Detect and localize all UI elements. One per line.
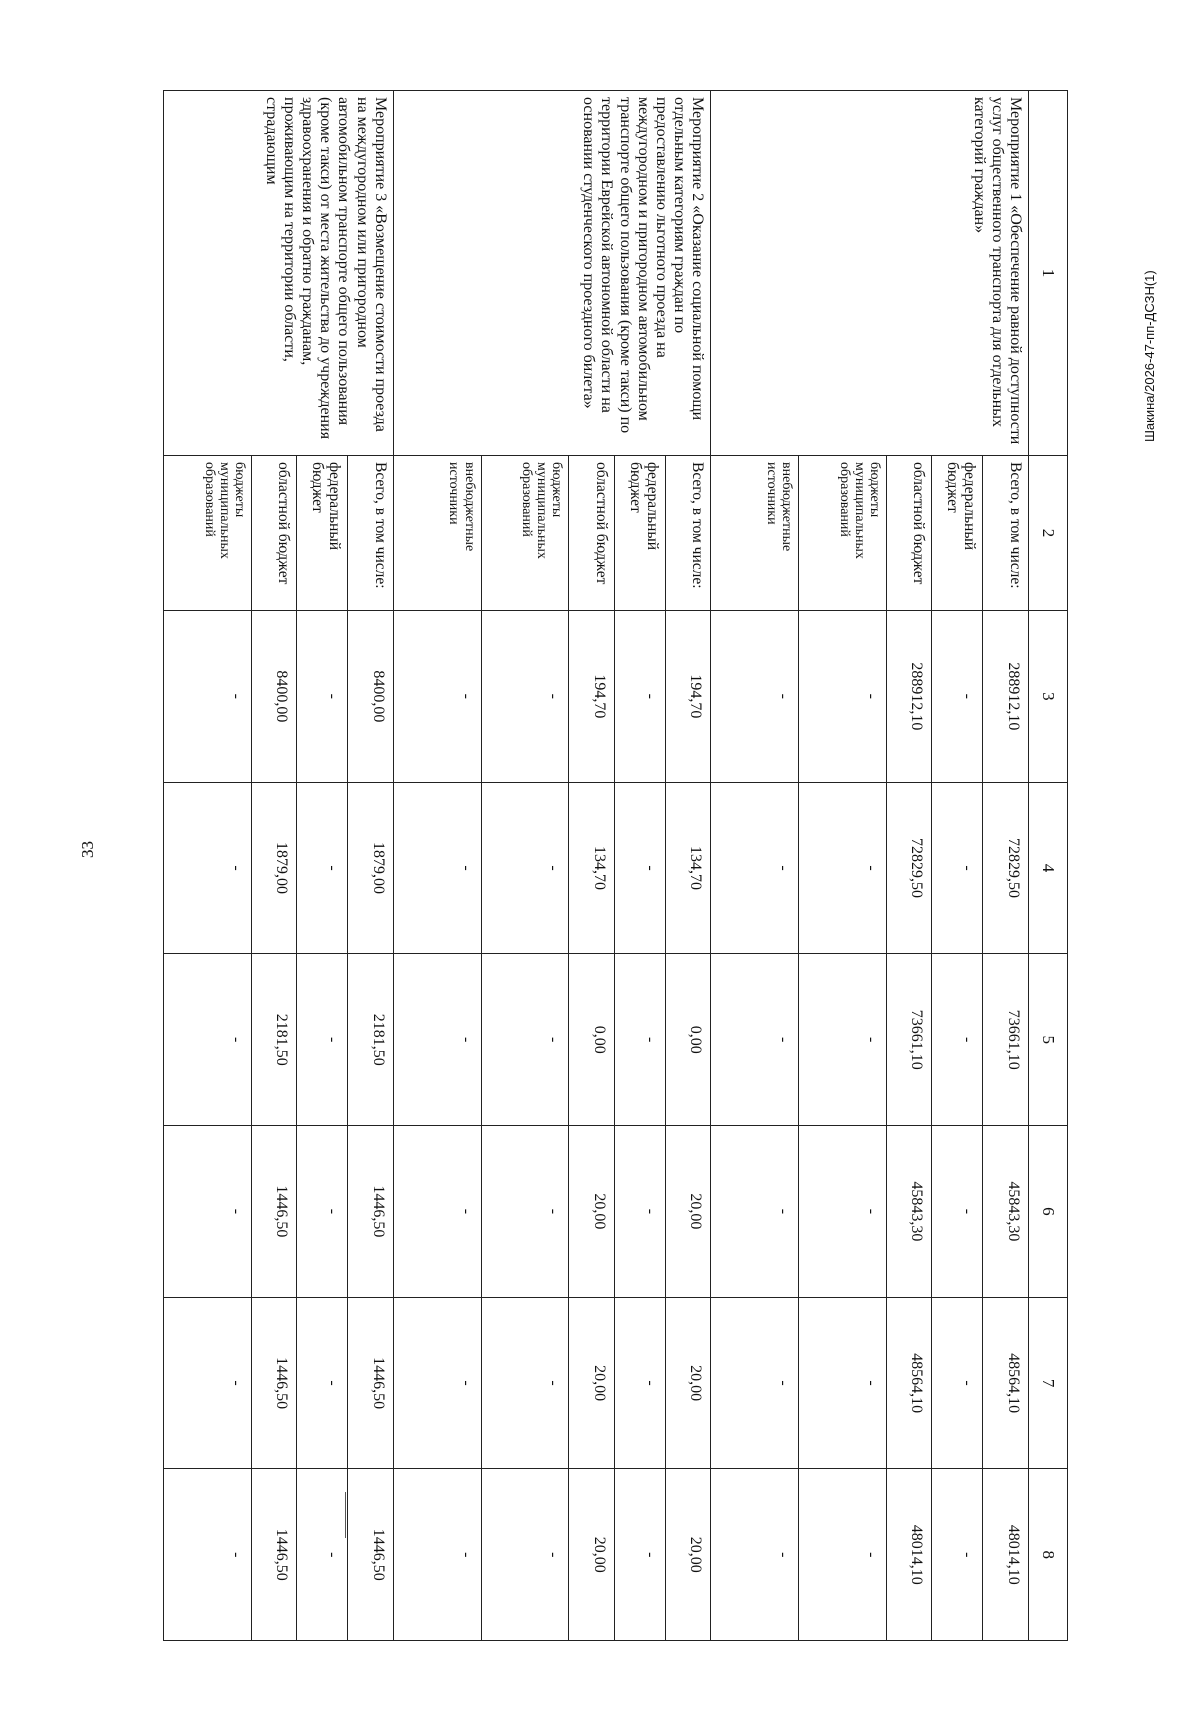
value-cell: 0,00 bbox=[569, 954, 615, 1126]
value-cell: - bbox=[164, 1469, 252, 1641]
value-cell: - bbox=[393, 1469, 481, 1641]
value-cell: - bbox=[297, 954, 348, 1126]
measure-name: Мероприятие 1 «Обеспечение равной доступности услуг общественного транспорта для отдельных категорий граждан» bbox=[711, 91, 1029, 456]
value-cell: - bbox=[614, 782, 665, 954]
value-cell: 1446,50 bbox=[251, 1469, 297, 1641]
value-cell: - bbox=[932, 954, 983, 1126]
funding-source: бюджеты муниципальных образований bbox=[799, 456, 887, 611]
value-cell: 20,00 bbox=[569, 1469, 615, 1641]
value-cell: - bbox=[393, 782, 481, 954]
value-cell: 288912,10 bbox=[983, 611, 1029, 783]
value-cell: 73661,10 bbox=[886, 954, 932, 1126]
value-cell: - bbox=[297, 782, 348, 954]
column-header-4: 4 bbox=[1029, 782, 1068, 954]
value-cell: - bbox=[393, 1297, 481, 1469]
header-row bbox=[1029, 91, 1068, 1641]
value-cell: 134,70 bbox=[569, 782, 615, 954]
value-cell: 20,00 bbox=[665, 1469, 711, 1641]
value-cell: - bbox=[932, 1469, 983, 1641]
value-cell: - bbox=[932, 1297, 983, 1469]
value-cell: 72829,50 bbox=[983, 782, 1029, 954]
value-cell: 20,00 bbox=[569, 1126, 615, 1298]
value-cell: - bbox=[164, 1126, 252, 1298]
funding-table-container bbox=[163, 90, 1068, 1640]
value-cell: - bbox=[799, 611, 887, 783]
value-cell: - bbox=[711, 611, 799, 783]
value-cell: - bbox=[481, 954, 569, 1126]
value-cell: - bbox=[297, 611, 348, 783]
funding-table bbox=[163, 90, 1068, 1641]
value-cell: 20,00 bbox=[569, 1297, 615, 1469]
funding-source: Всего, в том числе: bbox=[665, 456, 711, 611]
value-cell: 48564,10 bbox=[983, 1297, 1029, 1469]
value-cell: 2181,50 bbox=[251, 954, 297, 1126]
measure-name: Мероприятие 3 «Возмещение стоимости проезда на междугородном или пригородном автомобильном транспорте общего пользования (кроме такси) от места жительства до учреждения здравоохранения и обратно гражданам, проживающим на территории области, страдающим bbox=[164, 91, 394, 456]
funding-source: областной бюджет bbox=[886, 456, 932, 611]
value-cell: - bbox=[481, 1469, 569, 1641]
value-cell: - bbox=[614, 1126, 665, 1298]
value-cell: - bbox=[393, 611, 481, 783]
value-cell: 1446,50 bbox=[348, 1469, 394, 1641]
value-cell: 134,70 bbox=[665, 782, 711, 954]
value-cell: - bbox=[164, 782, 252, 954]
value-cell: - bbox=[799, 954, 887, 1126]
value-cell: 1446,50 bbox=[251, 1126, 297, 1298]
value-cell: - bbox=[711, 954, 799, 1126]
value-cell: 0,00 bbox=[665, 954, 711, 1126]
value-cell: 20,00 bbox=[665, 1126, 711, 1298]
value-cell: 8400,00 bbox=[348, 611, 394, 783]
value-cell: - bbox=[393, 954, 481, 1126]
value-cell: - bbox=[614, 954, 665, 1126]
value-cell: - bbox=[932, 611, 983, 783]
value-cell: - bbox=[711, 1126, 799, 1298]
value-cell: - bbox=[711, 1469, 799, 1641]
table-row bbox=[983, 91, 1029, 1641]
funding-source: Всего, в том числе: bbox=[983, 456, 1029, 611]
value-cell: - bbox=[614, 1297, 665, 1469]
value-cell: 48014,10 bbox=[886, 1469, 932, 1641]
funding-source: бюджеты муниципальных образований bbox=[164, 456, 252, 611]
funding-source: внебюджетные источники bbox=[393, 456, 481, 611]
value-cell: - bbox=[799, 1469, 887, 1641]
value-cell: - bbox=[164, 1297, 252, 1469]
table-row bbox=[665, 91, 711, 1641]
value-cell: - bbox=[711, 782, 799, 954]
funding-source: федеральный бюджет bbox=[297, 456, 348, 611]
value-cell: - bbox=[799, 1126, 887, 1298]
table-row bbox=[348, 91, 394, 1641]
value-cell: 73661,10 bbox=[983, 954, 1029, 1126]
value-cell: - bbox=[297, 1297, 348, 1469]
value-cell: - bbox=[481, 1126, 569, 1298]
value-cell: - bbox=[297, 1126, 348, 1298]
value-cell: 194,70 bbox=[665, 611, 711, 783]
value-cell: - bbox=[711, 1297, 799, 1469]
value-cell: - bbox=[481, 1297, 569, 1469]
measure-name: Мероприятие 2 «Оказание социальной помощи отдельным категориям граждан по предоставлению льготного проезда на междугородном и пригородном автомобильном транспорте общего пользования (кроме такси) по территории Еврейской автономной области на основании студенческого проездного билета» bbox=[393, 91, 711, 456]
value-cell: 48014,10 bbox=[983, 1469, 1029, 1641]
value-cell: - bbox=[614, 611, 665, 783]
column-header-5: 5 bbox=[1029, 954, 1068, 1126]
funding-source: внебюджетные источники bbox=[711, 456, 799, 611]
funding-source: Всего, в том числе: bbox=[348, 456, 394, 611]
value-cell: 20,00 bbox=[665, 1297, 711, 1469]
value-cell: - bbox=[614, 1469, 665, 1641]
column-header-7: 7 bbox=[1029, 1297, 1068, 1469]
value-cell: - bbox=[393, 1126, 481, 1298]
funding-source: областной бюджет bbox=[569, 456, 615, 611]
column-header-3: 3 bbox=[1029, 611, 1068, 783]
value-cell: 288912,10 bbox=[886, 611, 932, 783]
value-cell: 8400,00 bbox=[251, 611, 297, 783]
value-cell: 1446,50 bbox=[348, 1126, 394, 1298]
funding-source: бюджеты муниципальных образований bbox=[481, 456, 569, 611]
value-cell: 1879,00 bbox=[348, 782, 394, 954]
document-code: Шакина/2026-47-пп-ДСЗН(1) bbox=[1142, 270, 1157, 442]
value-cell: 45843,30 bbox=[983, 1126, 1029, 1298]
value-cell: - bbox=[799, 782, 887, 954]
value-cell: 48564,10 bbox=[886, 1297, 932, 1469]
value-cell: - bbox=[481, 782, 569, 954]
value-cell: - bbox=[932, 1126, 983, 1298]
page-number: 33 bbox=[78, 841, 97, 858]
column-header-6: 6 bbox=[1029, 1126, 1068, 1298]
funding-source: федеральный бюджет bbox=[614, 456, 665, 611]
value-cell: 1446,50 bbox=[251, 1297, 297, 1469]
value-cell: 1879,00 bbox=[251, 782, 297, 954]
column-header-2: 2 bbox=[1029, 456, 1068, 611]
value-cell: 45843,30 bbox=[886, 1126, 932, 1298]
value-cell: - bbox=[164, 954, 252, 1126]
column-header-1: 1 bbox=[1029, 91, 1068, 456]
value-cell: - bbox=[799, 1297, 887, 1469]
value-cell: 72829,50 bbox=[886, 782, 932, 954]
funding-source: областной бюджет bbox=[251, 456, 297, 611]
value-cell: - bbox=[932, 782, 983, 954]
value-cell: - bbox=[297, 1469, 348, 1641]
value-cell: 1446,50 bbox=[348, 1297, 394, 1469]
value-cell: - bbox=[481, 611, 569, 783]
value-cell: 194,70 bbox=[569, 611, 615, 783]
value-cell: - bbox=[164, 611, 252, 783]
value-cell: 2181,50 bbox=[348, 954, 394, 1126]
column-header-8: 8 bbox=[1029, 1469, 1068, 1641]
funding-source: федеральный бюджет bbox=[932, 456, 983, 611]
